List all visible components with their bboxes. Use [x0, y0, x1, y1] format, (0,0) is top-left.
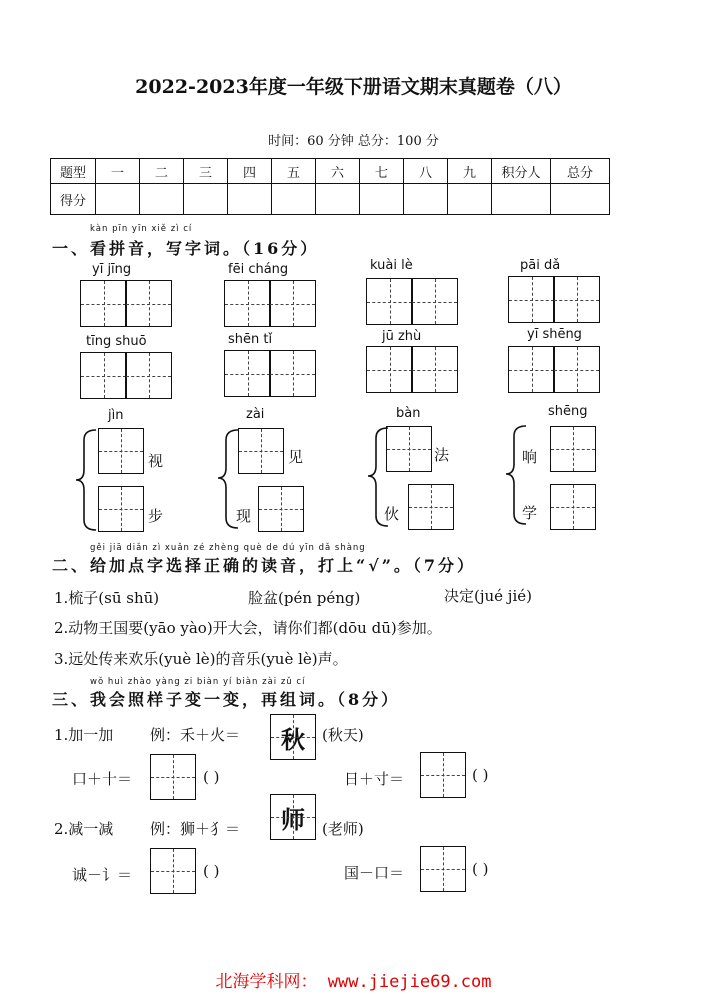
writing-box[interactable]	[550, 484, 596, 530]
section3-title: 三、我会照样子变一变，再组词。（8分）	[52, 690, 401, 709]
example-word: (老师)	[322, 820, 364, 838]
group-pinyin: shēng	[548, 404, 588, 419]
answer-paren[interactable]: ( )	[203, 862, 220, 880]
group-char: 伙	[384, 505, 400, 523]
question-text: 口＋十＝	[72, 770, 133, 788]
score-cell: 总分	[551, 159, 610, 184]
writing-box[interactable]	[550, 426, 596, 472]
score-cell: 题型	[51, 159, 96, 184]
writing-box[interactable]	[150, 754, 196, 800]
question-text: 国－口＝	[344, 864, 405, 882]
group-char: 学	[522, 504, 538, 522]
section1-pinyin: kàn pīn yīn xiě zì cí	[90, 224, 193, 234]
writing-box[interactable]	[420, 752, 466, 798]
word-pinyin: yī shēng	[527, 327, 582, 342]
score-cell: 二	[140, 159, 184, 184]
section1-title: 一、看拼音，写字词。（16分）	[52, 239, 320, 258]
group-char: 法	[434, 446, 450, 464]
question-line: 1.梳子(sū shū)	[54, 589, 160, 607]
score-cell: 四	[228, 159, 272, 184]
score-cell: 一	[96, 159, 140, 184]
group-char: 现	[236, 507, 252, 525]
page-title: 2022-2023年度一年级下册语文期末真题卷（八）	[135, 76, 572, 98]
group-pinyin: zài	[246, 407, 265, 422]
question-line: 脸盆(pén péng)	[248, 589, 361, 607]
item-label: 2.减一减	[54, 820, 114, 838]
answer-paren[interactable]: ( )	[472, 860, 489, 878]
group-char: 响	[522, 448, 538, 466]
question-line: 决定(jué jié)	[444, 587, 532, 605]
writing-box[interactable]	[150, 848, 196, 894]
question-line: 3.远处传来欢乐(yuè lè)的音乐(yuè lè)声。	[54, 650, 348, 668]
section3-pinyin: wǒ huì zhào yàng zi biàn yí biàn zài zǔ cí	[90, 677, 306, 687]
item-label: 1.加一加	[54, 726, 114, 744]
score-cell: 六	[316, 159, 360, 184]
question-text: 诚－讠＝	[72, 866, 133, 884]
score-cell: 三	[184, 159, 228, 184]
answer-paren[interactable]: ( )	[203, 768, 220, 786]
score-row-label: 得分	[51, 184, 96, 215]
writing-box[interactable]	[258, 486, 304, 532]
group-pinyin: jìn	[108, 408, 124, 423]
example-answer: 秋	[281, 724, 305, 754]
exam-meta: 时间：60 分钟 总分：100 分	[268, 134, 439, 149]
writing-box[interactable]	[420, 846, 466, 892]
question-line: 2.动物王国要(yāo yào)开大会，请你们都(dōu dū)参加。	[54, 619, 442, 637]
score-cell: 九	[448, 159, 492, 184]
group-pinyin: bàn	[396, 406, 421, 421]
writing-box[interactable]	[238, 428, 284, 474]
word-pinyin: kuài lè	[370, 258, 413, 273]
example-text: 例：禾＋火＝	[150, 726, 241, 744]
word-pinyin: shēn tǐ	[228, 332, 273, 347]
example-answer-box	[270, 714, 316, 760]
word-pinyin: jū zhù	[382, 329, 422, 344]
group-char: 见	[288, 448, 304, 466]
word-pinyin: pāi dǎ	[520, 258, 561, 273]
score-cell: 七	[360, 159, 404, 184]
word-pinyin: tīng shuō	[86, 334, 147, 349]
answer-paren[interactable]: ( )	[472, 766, 489, 784]
question-text: 日＋寸＝	[344, 770, 405, 788]
writing-box[interactable]	[408, 484, 454, 530]
score-cell: 积分人	[492, 159, 551, 184]
example-text: 例：狮＋犭＝	[150, 820, 241, 838]
score-cell: 八	[404, 159, 448, 184]
section2-title: 二、给加点字选择正确的读音，打上“√”。（7分）	[52, 556, 477, 575]
word-pinyin: yī jīng	[92, 262, 132, 277]
example-word: (秋天)	[322, 726, 364, 744]
group-char: 视	[148, 452, 164, 470]
writing-box[interactable]	[98, 428, 144, 474]
word-pinyin: fēi cháng	[228, 262, 289, 277]
group-char: 步	[148, 507, 164, 525]
writing-box[interactable]	[98, 486, 144, 532]
example-answer: 师	[281, 804, 305, 834]
example-answer-box	[270, 794, 316, 840]
footer-watermark: 北海学科网： www.jiejie69.com	[215, 972, 492, 992]
score-cell: 五	[272, 159, 316, 184]
writing-box[interactable]	[386, 426, 432, 472]
section2-pinyin: gěi jiā diǎn zì xuǎn zé zhèng què de dú yīn dǎ shàng	[90, 543, 366, 553]
